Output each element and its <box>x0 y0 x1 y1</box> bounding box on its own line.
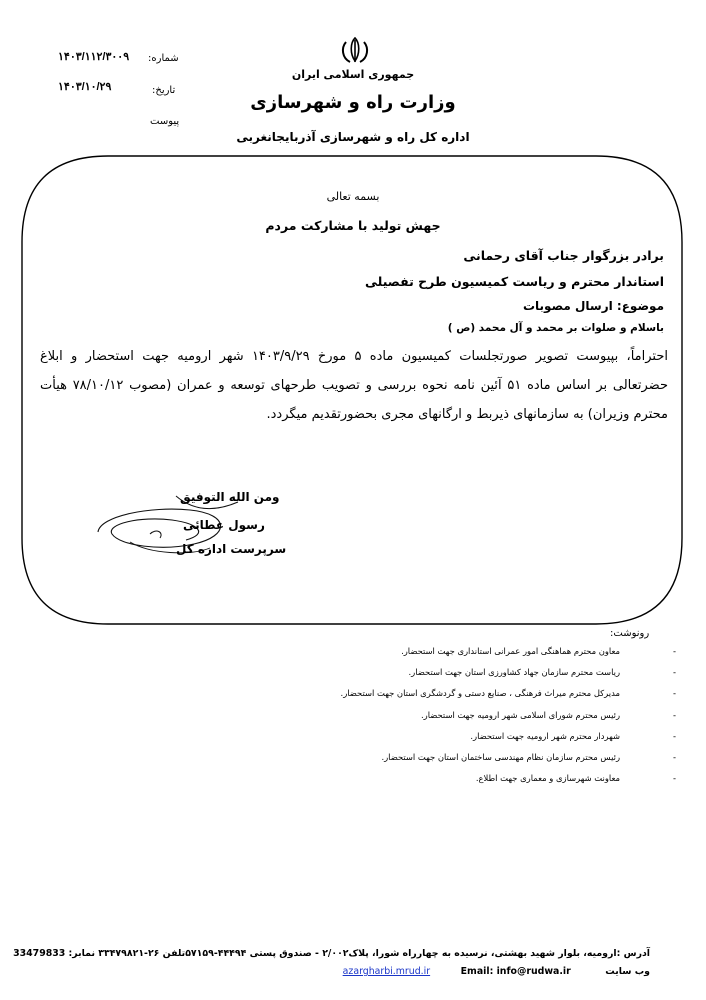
bismillah: بسمه تعالی <box>326 190 380 203</box>
attachment-label: پیوست <box>150 116 180 127</box>
website-label: وب سایت <box>605 966 650 977</box>
letter-body: احتراماً، بپیوست تصویر صورتجلسات کمیسیون ماده ۵ مورخ ۱۴۰۳/۹/۲۹ شهر ارومیه جهت استحضار و ابلاغ حضرتعالی بر اساس ماده ۵۱ آئین نامه نحوه بررسی و تصویب طرحهای توسعه و عمران (مصوب ۷۸/۱۰/۱۲ هیأت محترم وزیران) به سازمانهای ذیربط و ارگانهای مجری بحضورتقدیم میگردد. <box>40 349 668 422</box>
closing-phrase: ومن الله التوفیق <box>180 490 280 504</box>
cc-item: - رئیس محترم سازمان نظام مهندسی ساختمان استان جهت استحضار. <box>381 751 676 762</box>
signer-name: رسول عطائی <box>183 518 265 532</box>
greeting-line: باسلام و صلوات بر محمد و آل محمد (ص ) <box>447 322 664 334</box>
cc-item: - رئیس محترم شورای اسلامی شهر ارومیه جهت استحضار. <box>421 709 676 720</box>
slogan: جهش تولید با مشارکت مردم <box>265 218 441 233</box>
cc-heading: رونوشت: <box>610 628 650 639</box>
ministry-name: وزارت راه و شهرسازی <box>250 92 456 113</box>
subject-line: موضوع: ارسال مصوبات <box>522 299 664 313</box>
country-name: جمهوری اسلامی ایران <box>291 68 415 81</box>
footer-contact <box>60 966 650 977</box>
cc-item: - معاون محترم هماهنگی امور عمرانی استانداری جهت استحضار. <box>401 646 676 656</box>
letter-date-label: تاریخ: <box>152 85 176 96</box>
website-link[interactable]: azargharbi.mrud.ir <box>342 966 431 977</box>
footer-address: آدرس :ارومیه، بلوار شهید بهشتی، نرسیده به چهارراه شورا، پلاک۲/۰۰۲ - صندوق پستی ۴۴۴۹۴-۵۷۱۵۹تلفن ۲۶-۳۳۴۷۹۸۲۱ نمابر: 33479833 <box>13 948 650 959</box>
cc-item: - مدیرکل محترم میراث فرهنگی ، صنایع دستی و گردشگری استان جهت استحضار. <box>340 688 676 699</box>
cc-list <box>300 646 680 794</box>
cc-item: - شهردار محترم شهر ارومیه جهت استحضار. <box>470 730 676 741</box>
recipient-line-2: استاندار محترم و ریاست کمیسیون طرح تفصیلی <box>364 274 664 289</box>
recipient-line-1: برادر بزرگوار جناب آقای رحمانی <box>463 248 664 263</box>
email-address[interactable]: Email: info@rudwa.ir <box>460 966 571 977</box>
iran-emblem-logo <box>338 36 372 64</box>
cc-item: - معاونت شهرسازی و معماری جهت اطلاع. <box>475 773 676 784</box>
signer-title: سرپرست اداره کل <box>176 542 287 556</box>
letter-date-value: ۱۴۰۳/۱۰/۲۹ <box>58 81 112 93</box>
cc-item: - ریاست محترم سازمان جهاد کشاورزی استان جهت استحضار. <box>408 667 676 678</box>
directorate-name: اداره کل راه و شهرسازی آذربایجانغربی <box>236 130 470 144</box>
letter-number-label: شماره: <box>148 53 179 64</box>
letter-number-value: ۱۴۰۳/۱۱۲/۳۰۰۹ <box>58 51 130 63</box>
